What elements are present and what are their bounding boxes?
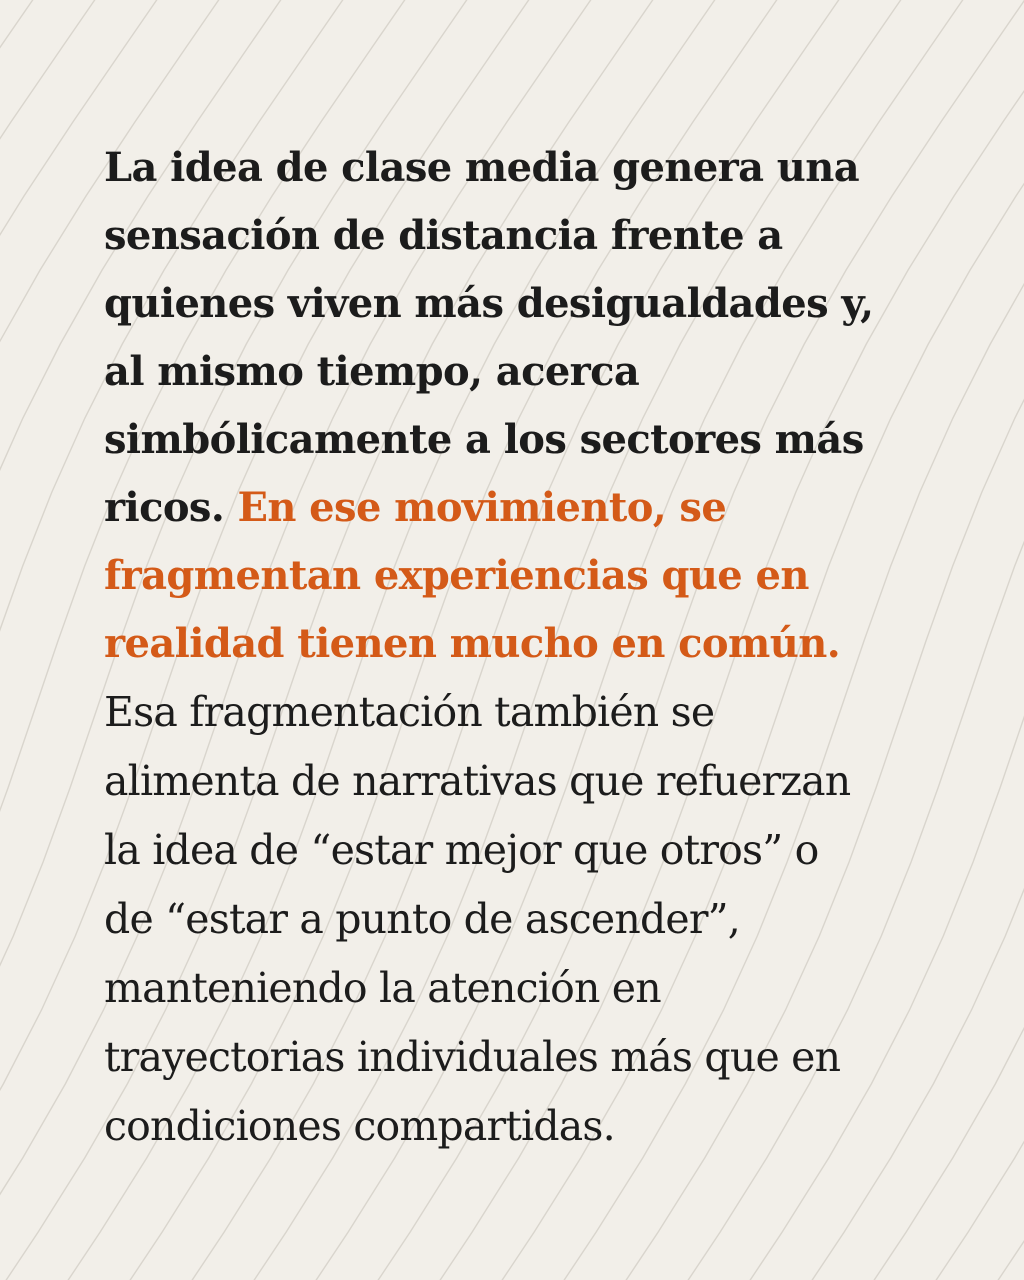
highlighted-text: fragmentan experiencias que en: [104, 552, 809, 599]
text-segment: quienes viven más desigualdades y,: [104, 280, 874, 327]
highlighted-text: realidad tienen mucho en común.: [104, 620, 841, 667]
text-line: [104, 885, 934, 954]
text-segment: condiciones compartidas.: [104, 1102, 615, 1150]
text-line: [104, 202, 934, 270]
text-segment: manteniendo la atención en: [104, 964, 661, 1012]
text-line: [104, 270, 934, 338]
text-line: [104, 406, 934, 474]
text-segment: la idea de “estar mejor que otros” o: [104, 826, 819, 874]
text-segment: de “estar a punto de ascender”,: [104, 895, 741, 943]
text-line: [104, 134, 934, 202]
text-line: [104, 1023, 934, 1092]
text-line: [104, 678, 934, 747]
text-line: [104, 338, 934, 406]
text-segment: alimenta de narrativas que refuerzan: [104, 757, 851, 805]
text-segment: trayectorias individuales más que en: [104, 1033, 841, 1081]
text-line: [104, 1092, 934, 1161]
body-paragraph: [104, 134, 934, 1161]
text-segment: La idea de clase media genera una: [104, 144, 860, 191]
wave-line: [0, 0, 38, 1280]
wave-line: [0, 0, 100, 1280]
text-line: [104, 474, 934, 542]
text-line: [104, 610, 934, 678]
text-segment: simbólicamente a los sectores más: [104, 416, 864, 463]
text-line: [104, 954, 934, 1023]
text-segment: ricos.: [104, 484, 238, 531]
wave-line: [930, 0, 1024, 1280]
highlighted-text: En ese movimiento, se: [237, 484, 727, 531]
text-line: [104, 816, 934, 885]
text-segment: Esa fragmentación también se: [104, 688, 715, 736]
text-line: [104, 542, 934, 610]
text-segment: al mismo tiempo, acerca: [104, 348, 640, 395]
text-segment: sensación de distancia frente a: [104, 212, 783, 259]
text-line: [104, 747, 934, 816]
